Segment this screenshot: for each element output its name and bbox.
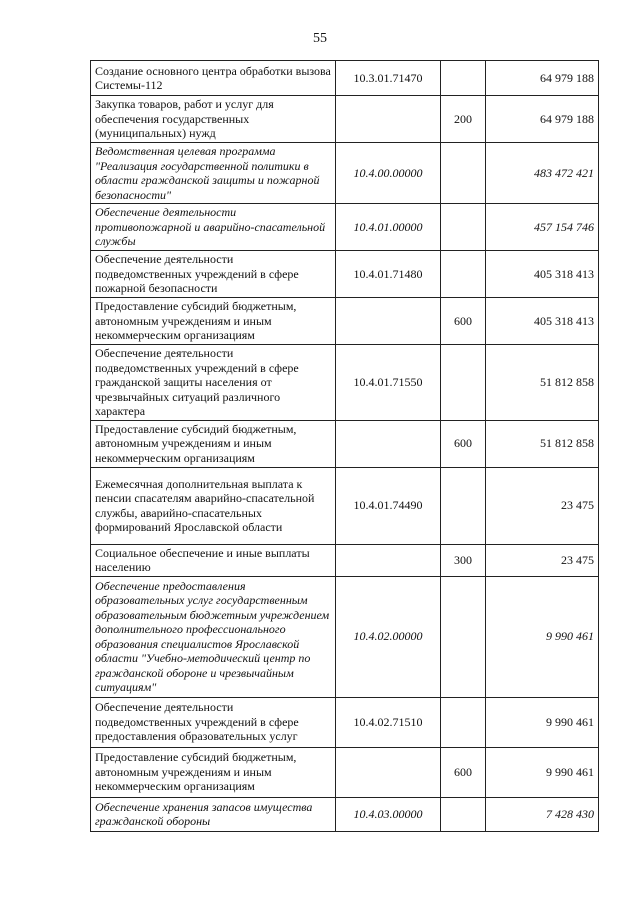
row-expense-type <box>441 204 486 251</box>
row-expense-type <box>441 61 486 96</box>
row-target-code: 10.4.00.00000 <box>336 143 441 204</box>
row-expense-type <box>441 251 486 298</box>
row-amount: 7 428 430 <box>486 797 599 831</box>
table-row <box>91 576 599 697</box>
row-expense-type <box>441 143 486 204</box>
row-amount: 483 472 421 <box>486 143 599 204</box>
row-target-code: 10.4.01.71550 <box>336 345 441 421</box>
row-target-code: 10.4.02.00000 <box>336 576 441 697</box>
budget-table <box>90 60 599 832</box>
row-amount: 64 979 188 <box>486 96 599 143</box>
table-row <box>91 797 599 831</box>
table-row <box>91 467 599 544</box>
row-description: Обеспечение деятельности подведомственных учреждений в сфере пожарной безопасности <box>91 251 336 298</box>
row-target-code: 10.4.01.00000 <box>336 204 441 251</box>
row-expense-type <box>441 467 486 544</box>
row-description: Обеспечение предоставления образовательных услуг государственным образовательным бюджетным учреждением дополнительного профессионального образования специалистов Ярославской области "Учебно-методический центр по гражданской обороне и чрезвычайным ситуациям" <box>91 576 336 697</box>
row-description: Обеспечение деятельности противопожарной и аварийно-спасательной службы <box>91 204 336 251</box>
row-amount: 51 812 858 <box>486 345 599 421</box>
row-target-code: 10.4.01.74490 <box>336 467 441 544</box>
row-expense-type <box>441 576 486 697</box>
row-target-code <box>336 298 441 345</box>
row-expense-type: 200 <box>441 96 486 143</box>
table-row <box>91 747 599 797</box>
row-expense-type <box>441 797 486 831</box>
row-description: Предоставление субсидий бюджетным, автономным учреждениям и иным некоммерческим организациям <box>91 747 336 797</box>
table-row <box>91 697 599 747</box>
row-amount: 9 990 461 <box>486 697 599 747</box>
table-row <box>91 61 599 96</box>
row-description: Обеспечение хранения запасов имущества гражданской обороны <box>91 797 336 831</box>
table-row <box>91 96 599 143</box>
row-amount: 405 318 413 <box>486 251 599 298</box>
row-amount: 457 154 746 <box>486 204 599 251</box>
budget-table-body <box>91 61 599 832</box>
table-row <box>91 204 599 251</box>
row-target-code <box>336 544 441 576</box>
row-target-code: 10.4.03.00000 <box>336 797 441 831</box>
table-row <box>91 143 599 204</box>
table-row <box>91 298 599 345</box>
table-row <box>91 251 599 298</box>
page-number: 55 <box>313 31 327 46</box>
row-target-code <box>336 747 441 797</box>
row-amount: 9 990 461 <box>486 576 599 697</box>
row-amount: 405 318 413 <box>486 298 599 345</box>
row-description: Предоставление субсидий бюджетным, автономным учреждениям и иным некоммерческим организациям <box>91 420 336 467</box>
table-row <box>91 544 599 576</box>
row-target-code: 10.4.02.71510 <box>336 697 441 747</box>
row-expense-type: 600 <box>441 420 486 467</box>
row-target-code: 10.4.01.71480 <box>336 251 441 298</box>
row-amount: 9 990 461 <box>486 747 599 797</box>
row-expense-type <box>441 345 486 421</box>
row-description: Закупка товаров, работ и услуг для обеспечения государственных (муниципальных) нужд <box>91 96 336 143</box>
table-row <box>91 420 599 467</box>
row-amount: 51 812 858 <box>486 420 599 467</box>
row-expense-type: 600 <box>441 747 486 797</box>
row-description: Ведомственная целевая программа "Реализация государственной политики в области гражданской защиты и пожарной безопасности" <box>91 143 336 204</box>
row-description: Ежемесячная дополнительная выплата к пенсии спасателям аварийно-спасательной службы, аварийно-спасательных формирований Ярославской области <box>91 467 336 544</box>
row-description: Обеспечение деятельности подведомственных учреждений в сфере предоставления образовательных услуг <box>91 697 336 747</box>
row-expense-type: 300 <box>441 544 486 576</box>
row-amount: 64 979 188 <box>486 61 599 96</box>
row-target-code: 10.3.01.71470 <box>336 61 441 96</box>
row-description: Обеспечение деятельности подведомственных учреждений в сфере гражданской защиты населения от чрезвычайных ситуаций различного характера <box>91 345 336 421</box>
row-amount: 23 475 <box>486 544 599 576</box>
row-target-code <box>336 96 441 143</box>
row-description: Социальное обеспечение и иные выплаты населению <box>91 544 336 576</box>
row-target-code <box>336 420 441 467</box>
row-description: Создание основного центра обработки вызова Системы-112 <box>91 61 336 96</box>
row-expense-type <box>441 697 486 747</box>
row-expense-type: 600 <box>441 298 486 345</box>
table-row <box>91 345 599 421</box>
row-amount: 23 475 <box>486 467 599 544</box>
row-description: Предоставление субсидий бюджетным, автономным учреждениям и иным некоммерческим организациям <box>91 298 336 345</box>
